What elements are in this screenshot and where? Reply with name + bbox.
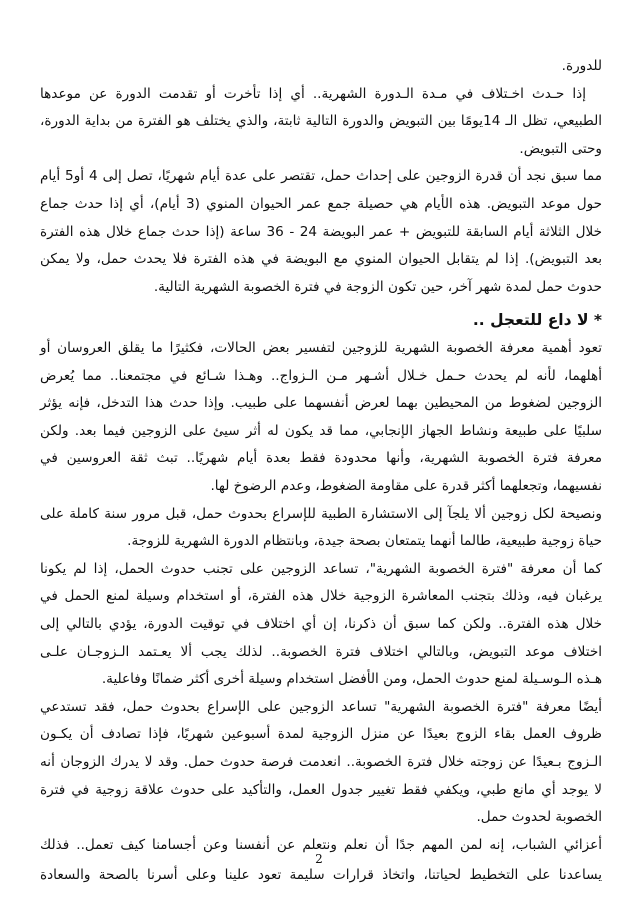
- text-line: الطبيعي، تظل الـ 14يومًا بين التبويض والدورة التالية ثابتة، والذي يختلف هو الفترة من بداية الدورة،: [40, 113, 602, 130]
- text-line: حول موعد التبويض. هذه الأيام هي حصيلة جمع عمر الحيوان المنوي (3 أيام)، أي إذا حدث جماع: [40, 196, 602, 212]
- text-line: ظروف العمل بقاء الزوج بعيدًا عن منزل الزوجية لمدة أسبوعين شهريًا، فإذا تصادف أن يكـون: [40, 726, 602, 743]
- text-line: خلال الثلاثة أيام السابقة للتبويض + عمر البويضة 24 - 36 ساعة (إذا حدث جماع خلال هذه الفترة: [40, 223, 602, 240]
- text-line: ونصيحة لكل زوجين ألا يلجآ إلى الاستشارة الطبية للإسراع بحدوث حمل، قبل مرور سنة كاملة على: [40, 505, 602, 522]
- text-line: تعود أهمية معرفة الخصوبة الشهرية للزوجين لتفسير بعض الحالات، فكثيرًا ما يقلق العروسان أو: [40, 340, 602, 356]
- text-line: خلال هذه الفترة.. ولكن كما سبق أن ذكرنا، إن أي اختلاف في توقيت الدورة، يؤدي بالتالي إلى: [40, 616, 602, 632]
- text-line: مما سبق نجد أن قدرة الزوجين على إحداث حمل، تقتصر على عدة أيام شهريًا، تصل إلى 4 أو5 أيام: [40, 168, 602, 185]
- text-line: هـذه الـوسـيلة لمنع حدوث الحمل، ومن الأفضل استخدام وسيلة أخرى أكثر ضمانًا وفاعلية.: [101, 671, 602, 688]
- section-heading: * لا داع للتعجل ..: [472, 311, 602, 330]
- text-line: للدورة.: [561, 58, 602, 74]
- text-line: حياة زوجية طبيعية، طالما أنهما يتمتعان بصحة جيدة، وبانتظام الدورة الشهرية للزوجة.: [127, 533, 602, 550]
- text-line: إذا حـدث اخـتلاف في مـدة الـدورة الشهرية.. أي إذا تأخرت أو تقدمت الدورة عن موعدها: [40, 85, 586, 102]
- text-line: اختلاف موعد التبويض، وبالتالي اختلاف فترة الخصوبة.. لذلك يجب ألا يعـتمد الـزوجـان علـى: [40, 643, 602, 660]
- text-line: وحتى التبويض.: [519, 140, 602, 157]
- text-line: نفسيهما، وتجعلهما أكثر قدرة على مقاومة الضغوط، وعدم الرضوخ لها.: [210, 478, 602, 494]
- text-line: يرغبان فيه، وذلك بتجنب المعاشرة الزوجية خلال هذه الفترة، أو استخدام وسيلة لمنع الحمل في: [40, 588, 602, 605]
- page-number: 2: [315, 851, 323, 866]
- text-line: كما أن معرفة "فترة الخصوبة الشهرية"، تساعد الزوجين على تجنب حدوث الحمل، إذا لم يكونا: [40, 560, 602, 577]
- text-line: أيضًا معرفة "فترة الخصوبة الشهرية" تساعد الزوجين على الإسراع بحدوث حمل، فقد تستدعي: [40, 698, 602, 715]
- text-line: يساعدنا على التخطيط لحياتنا، واتخاذ قرارات سليمة تعود علينا وعلى أسرنا بالصحة والسعادة: [40, 866, 602, 883]
- text-line: الخصوبة لحدوث حمل.: [476, 809, 602, 826]
- text-line: الـزوج بـعيدًا عن زوجته خلال فترة الخصوبة.. انعدمت فرصة حدوث حمل. وقد لا يدرك الزوجان أنه: [40, 754, 602, 770]
- text-line: معرفة فترة الخصوبة الشهرية، وأنها محدودة فقط بعدة أيام شهريًا.. تبث ثقة العروسين في: [40, 450, 602, 467]
- text-line: بعد التبويض). إذا لم يتقابل الحيوان المنوي مع البويضة في هذه الفترة فلا يحدث حمل، ولا يمكن: [40, 251, 602, 268]
- text-line: سلبيًا على طبيعة ونشاط الجهاز الإنجابي، مما قد يكون له أثر سيئ على الزوجين فيما بعد. ولكن: [40, 422, 602, 439]
- text-line: أهلهما، لأنه لم يحدث حـمل خـلال أشـهر مـن الـزواج.. وهـذا شـائع في مجتمعنا.. مما يُعرض: [40, 367, 602, 384]
- text-line: لا يوجد أي مانع طبي، ويكفي فقط تغيير جدول العمل، والتأكيد على حدوث علاقة زوجية في فترة: [40, 781, 602, 798]
- text-line: أعزائي الشباب، إنه لمن المهم جدًا أن نعلم ونتعلم عن أنفسنا وعن أجسامنا كيف تعمل.. فذلك: [40, 836, 602, 853]
- text-line: الزوجين لضغوط من المحيطين بهما لعرض أنفسهما على طبيب. وإذا حدث هذا التدخل، فإنه يؤثر: [40, 395, 602, 412]
- text-line: حدوث حمل لمدة شهر آخر، حين تكون الزوجة في فترة الخصوبة الشهرية التالية.: [153, 278, 602, 295]
